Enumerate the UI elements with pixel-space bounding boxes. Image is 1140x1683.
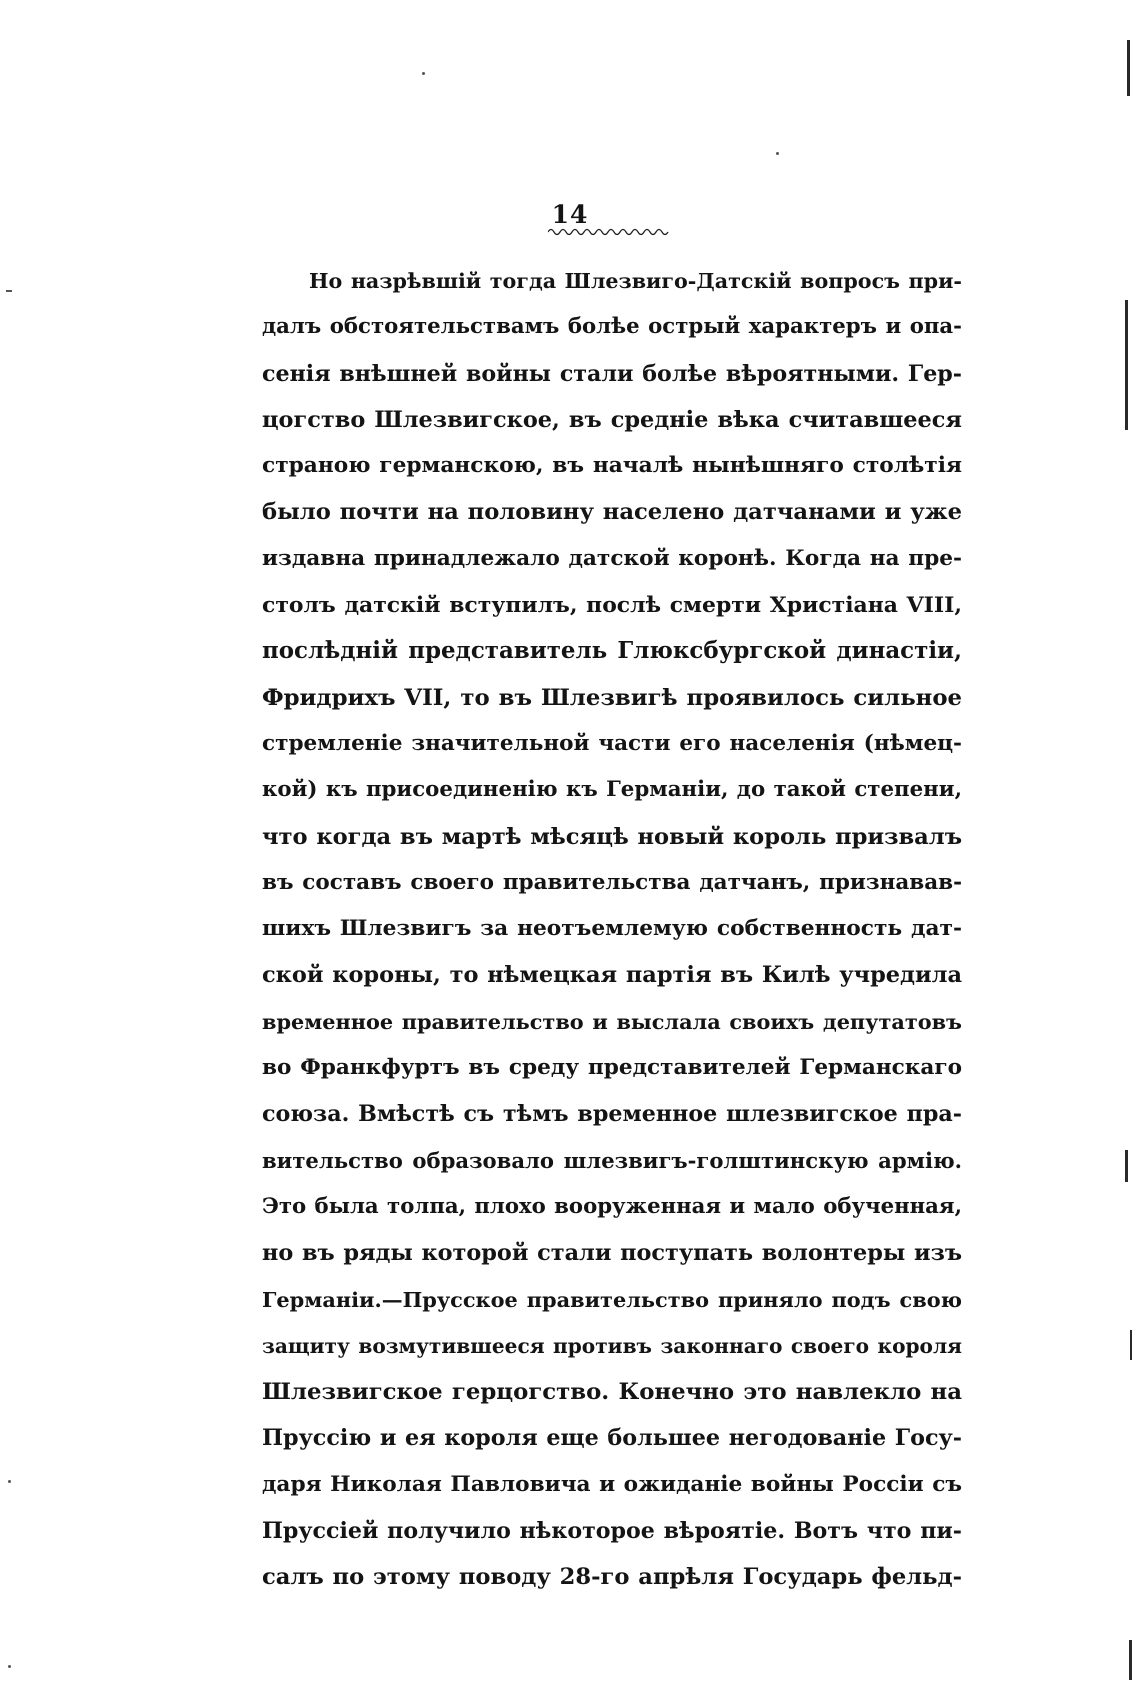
- scan-speck: [776, 152, 779, 155]
- text-line: салъ по этому поводу 28-го апрѣля Государь фельд-: [262, 1564, 962, 1591]
- text-line: было почти на половину населено датчанами и уже: [262, 499, 962, 526]
- page-number: 14: [551, 200, 589, 229]
- text-line: сенія внѣшней войны стали болѣе вѣроятными. Гер-: [262, 360, 962, 387]
- text-line: въ составъ своего правительства датчанъ, признавав-: [262, 869, 962, 895]
- text-line: но въ ряды которой стали поступать волонтеры изъ: [262, 1240, 962, 1267]
- text-line: Шлезвигское герцогство. Конечно это навлекло на: [262, 1379, 962, 1406]
- text-line: издавна принадлежало датской коронѣ. Когда на пре-: [262, 545, 962, 571]
- body-text: [262, 258, 962, 1601]
- scan-speck: [6, 290, 12, 292]
- scan-speck: [422, 72, 425, 75]
- text-line: цогство Шлезвигское, въ средніе вѣка считавшееся: [262, 406, 962, 433]
- text-line: кой) къ присоединенію къ Германіи, до такой степени,: [262, 777, 962, 803]
- scan-edge-mark: [1125, 1150, 1128, 1182]
- text-line: Пруссію и ея короля еще большее негодованіе Госу-: [262, 1425, 962, 1452]
- wavy-rule-ornament: [548, 226, 670, 238]
- scan-edge-mark: [1129, 1640, 1132, 1680]
- scan-edge-mark: [1125, 300, 1128, 430]
- scan-speck: [8, 1665, 11, 1668]
- text-line: Это была толпа, плохо вооруженная и мало обученная,: [262, 1193, 962, 1219]
- scan-edge-mark: [1127, 40, 1130, 96]
- scan-edge-mark: [1130, 1330, 1132, 1360]
- text-line: даря Николая Павловича и ожиданіе войны Россіи съ: [262, 1471, 962, 1497]
- text-line: вительство образовало шлезвигъ-голштинскую армію.: [262, 1147, 962, 1173]
- text-line: послѣдній представитель Глюксбургской династіи,: [262, 637, 962, 665]
- text-line: во Франкфуртъ въ среду представителей Германскаго: [262, 1055, 962, 1081]
- text-line: стремленіе значительной части его населенія (нѣмец-: [262, 730, 962, 756]
- text-line: Но назрѣвшій тогда Шлезвиго-Датскій вопросъ при-: [309, 269, 962, 293]
- text-line: Германіи.—Прусское правительство приняло подъ свою: [262, 1286, 962, 1312]
- text-line: защиту возмутившееся противъ законнаго своего короля: [262, 1333, 962, 1358]
- text-line: страною германскою, въ началѣ нынѣшняго столѣтія: [262, 453, 962, 479]
- text-line: шихъ Шлезвигъ за неотъемлемую собственность дат-: [262, 916, 962, 942]
- text-line: ской короны, то нѣмецкая партія въ Килѣ учредила: [262, 962, 962, 989]
- text-line: Фридрихъ VII, то въ Шлезвигѣ проявилось сильное: [262, 684, 962, 711]
- text-line: Пруссіей получило нѣкоторое вѣроятіе. Вотъ что пи-: [262, 1518, 962, 1545]
- text-line: что когда въ мартѣ мѣсяцѣ новый король призвалъ: [262, 823, 962, 850]
- scan-speck: [8, 1480, 11, 1483]
- text-line: далъ обстоятельствамъ болѣе острый характеръ и опа-: [262, 314, 962, 340]
- text-line: союза. Вмѣстѣ съ тѣмъ временное шлезвигское пра-: [262, 1101, 962, 1128]
- text-line: столъ датскій вступилъ, послѣ смерти Христіана VIII,: [262, 592, 962, 619]
- text-line: временное правительство и выслала своихъ депутатовъ: [262, 1008, 962, 1034]
